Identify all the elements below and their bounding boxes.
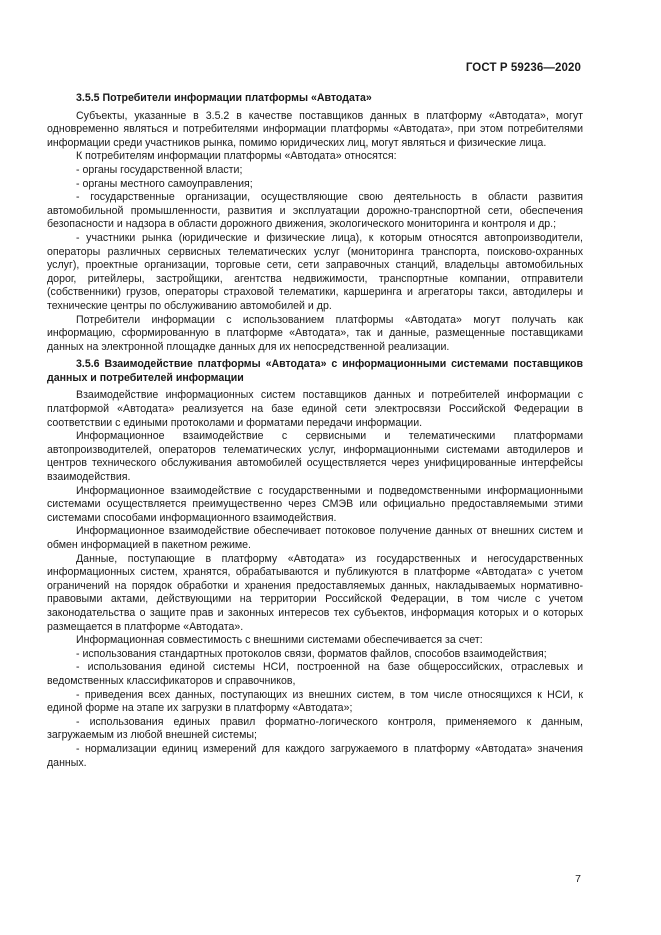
list-item: - использования единой системы НСИ, построенной на базе общероссийских, отраслевых и ведомственных классификаторов и справочников, xyxy=(47,661,583,687)
paragraph: Информационная совместимость с внешними системами обеспечивается за счет: xyxy=(76,634,483,647)
list-item: - участники рынка (юридические и физические лица), к которым относятся автопроизводители, операторы различных сервисных телематических услуг (мониторинга транспорта, поисково-охранных услуг), проектные организации, торговые сети, сети заправочных станций, владельцы автомобильных дорог, ритейлеры, застройщики, агентства недвижимости, транспортные компании, отправители (собственники) грузов, операторы страховой телематики, каршеринга и агрегаторы такси, автодилеры и технические центры по обслуживанию автомобилей и др. xyxy=(47,231,583,312)
paragraph: Субъекты, указанные в 3.5.2 в качестве поставщиков данных в платформу «Автодата», могут одновременно являться и потребителями информации платформы «Автодата», при этом потребителями информации среди участников рынка, помимо юридических лиц, могут являться и физические лица. xyxy=(47,109,583,149)
paragraph: Взаимодействие информационных систем поставщиков данных и потребителей информации с платформой «Автодата» реализуется на базе единой сети электросвязи Российской Федерации в соответствии с едиными протоколами и форматами передачи информации. xyxy=(47,389,583,429)
paragraph: Данные, поступающие в платформу «Автодата» из государственных и негосударственных информационных систем, хранятся, обрабатываются и публикуются в платформе «Автодата» с учетом ограничений на порядок обработки и хранения предоставляемых данных, накладываемых нормативно-правовыми актами, действующими на территории Российской Федерации, в том числе с учетом законодательства о защите прав и законных интересов тех субъектов, информация которых и о которых размещается в платформе «Автодата». xyxy=(47,552,583,633)
paragraph: Информационное взаимодействие с государственными и подведомственными информационными системами осуществляется преимущественно через СМЭВ или официально предоставляемыми этими системами способами информационного взаимодействия. xyxy=(47,484,583,524)
paragraph: Потребители информации с использованием платформы «Автодата» могут получать как информацию, сформированную в платформе «Автодата», так и данные, размещенные поставщиками данных на электронной площадке данных для их непосредственной реализации. xyxy=(47,313,583,353)
paragraph: Информационное взаимодействие с сервисными и телематическими платформами автопроизводителей, операторов телематических услуг, информационными системами автодилеров и центров технического обслуживания автомобилей осуществляется через унифицированные интерфейсы взаимодействия. xyxy=(47,430,583,484)
document-body xyxy=(47,92,583,770)
paragraph: К потребителям информации платформы «Автодата» относятся: xyxy=(76,150,397,163)
list-item: - органы государственной власти; xyxy=(76,163,243,176)
standard-code: ГОСТ Р 59236—2020 xyxy=(465,62,581,74)
list-item: - использования единых правил форматно-логического контроля, применяемого к данным, загружаемым из любой внешней системы; xyxy=(47,715,583,742)
section-title-3-5-5: 3.5.5 Потребители информации платформы «Автодата» xyxy=(76,92,372,104)
list-item: - государственные организации, осуществляющие свою деятельность в области развития автомобильной промышленности, развития и эксплуатации дорожно-транспортной сети, обеспечения безопасности и надзора в области дорожного движения, экологического мониторинга и контроля и др.; xyxy=(47,191,583,231)
paragraph: Информационное взаимодействие обеспечивает потоковое получение данных от внешних систем и обмен информацией в пакетном режиме. xyxy=(47,525,583,551)
list-item: - органы местного самоуправления; xyxy=(76,177,253,190)
list-item: - использования стандартных протоколов связи, форматов файлов, способов взаимодействия; xyxy=(76,647,547,660)
list-item: - нормализации единиц измерений для каждого загружаемого в платформу «Автодата» значения данных. xyxy=(47,742,583,769)
section-title-3-5-6: 3.5.6 Взаимодействие платформы «Автодата» с информационными системами поставщиков данных и потребителей информации xyxy=(47,358,583,384)
page-number: 7 xyxy=(575,873,581,885)
list-item: - приведения всех данных, поступающих из внешних систем, в том числе относящихся к НСИ, к единой форме на этапе их загрузки в платформу «Автодата»; xyxy=(47,688,583,715)
